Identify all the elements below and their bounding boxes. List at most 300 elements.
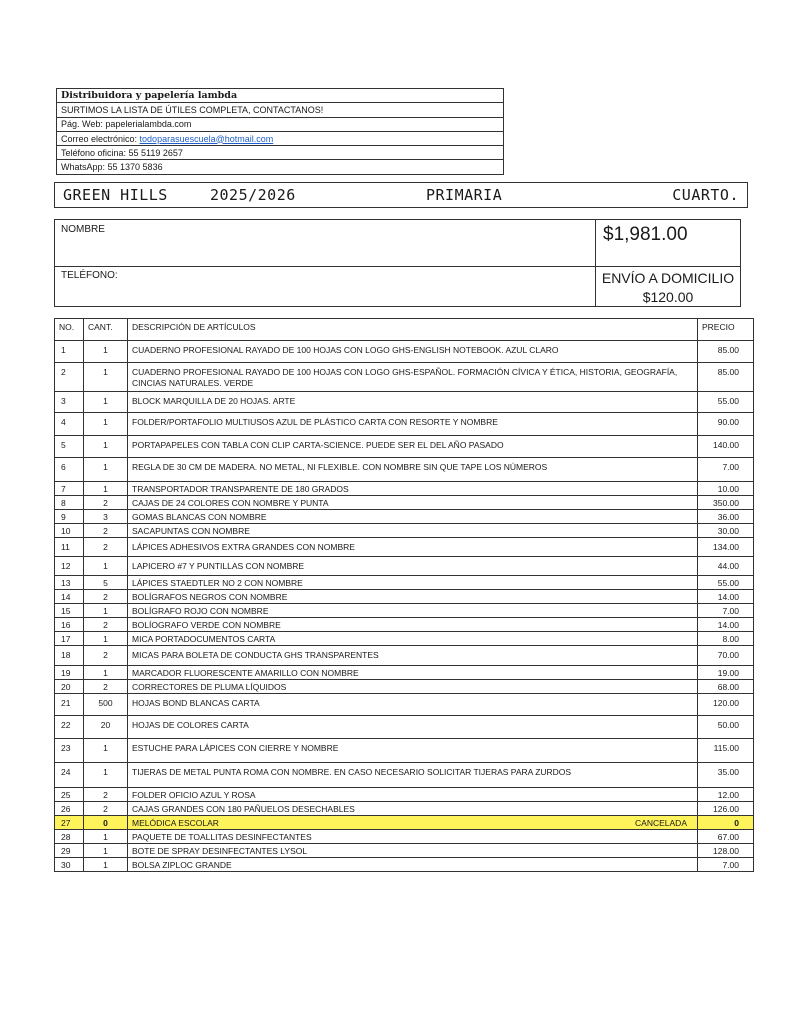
row-quantity-cell: [84, 436, 128, 458]
row-quantity-cell: [84, 576, 128, 590]
row-quantity: 3: [103, 512, 108, 522]
school-name: GREEN HILLS: [63, 186, 168, 204]
row-number: 21: [61, 698, 71, 708]
row-description: MELÓDICA ESCOLAR: [132, 818, 219, 828]
table-row: [55, 458, 754, 482]
row-quantity-cell: [84, 524, 128, 538]
row-quantity: 1: [103, 743, 108, 753]
row-number: 2: [61, 367, 66, 377]
row-description-cell: [128, 666, 698, 680]
row-price: 7.00: [722, 860, 739, 870]
row-price-cell: [698, 858, 754, 872]
row-description-cell: [128, 802, 698, 816]
row-quantity: 2: [103, 804, 108, 814]
row-description: CUADERNO PROFESIONAL RAYADO DE 100 HOJAS CON LOGO GHS-ENGLISH NOTEBOOK. AZUL CLARO: [132, 345, 559, 355]
row-description: CORRECTORES DE PLUMA LÍQUIDOS: [132, 682, 287, 692]
row-quantity-cell: [84, 604, 128, 618]
row-quantity-cell: [84, 538, 128, 557]
row-number-cell: [55, 830, 84, 844]
row-price-cell: [698, 694, 754, 716]
table-row: [55, 413, 754, 436]
row-number-cell: [55, 788, 84, 802]
row-number: 16: [61, 620, 71, 630]
table-row: [55, 788, 754, 802]
row-price-cell: [698, 816, 754, 830]
row-quantity-cell: [84, 816, 128, 830]
row-description: LÁPICES STAEDTLER NO 2 CON NOMBRE: [132, 578, 303, 588]
row-quantity: 1: [103, 832, 108, 842]
row-number: 23: [61, 743, 71, 753]
row-number: 20: [61, 682, 71, 692]
row-number-cell: [55, 510, 84, 524]
row-quantity: 20: [100, 720, 111, 730]
row-price: 8.00: [722, 634, 739, 644]
row-price-cell: [698, 716, 754, 739]
row-price: 44.00: [717, 561, 739, 571]
table-row: [55, 680, 754, 694]
row-price-cell: [698, 763, 754, 788]
table-row: [55, 666, 754, 680]
row-description-cell: [128, 557, 698, 576]
row-number: 7: [61, 484, 66, 494]
company-phone: Teléfono oficina: 55 5119 2657: [57, 146, 504, 160]
table-row: [55, 341, 754, 363]
row-number-cell: [55, 802, 84, 816]
header-cant: CANT.: [84, 319, 128, 341]
row-number-cell: [55, 844, 84, 858]
row-description-cell: [128, 413, 698, 436]
row-price: 67.00: [717, 832, 739, 842]
row-description-cell: [128, 482, 698, 496]
row-description: BOTE DE SPRAY DESINFECTANTES LYSOL: [132, 846, 308, 856]
row-description: HOJAS DE COLORES CARTA: [132, 720, 249, 730]
row-number-cell: [55, 716, 84, 739]
row-price-cell: [698, 680, 754, 694]
row-quantity-cell: [84, 844, 128, 858]
row-number: 10: [61, 526, 71, 536]
row-price: 19.00: [717, 668, 739, 678]
row-quantity: 2: [103, 650, 108, 660]
row-number: 25: [61, 790, 71, 800]
row-description-cell: [128, 716, 698, 739]
table-row: [55, 510, 754, 524]
row-number-cell: [55, 538, 84, 557]
row-description-cell: [128, 496, 698, 510]
table-row: [55, 482, 754, 496]
row-number-cell: [55, 413, 84, 436]
phone-label: TELÉFONO:: [61, 270, 118, 281]
row-description: LAPICERO #7 Y PUNTILLAS CON NOMBRE: [132, 561, 305, 571]
row-description: BOLÍGRAFOS NEGROS CON NOMBRE: [132, 592, 288, 602]
table-body: [55, 341, 754, 872]
divider: [595, 266, 741, 267]
table-row: [55, 590, 754, 604]
row-quantity-cell: [84, 788, 128, 802]
row-quantity-cell: [84, 392, 128, 413]
row-price: 12.00: [717, 790, 739, 800]
table-header: [55, 319, 754, 341]
header-description: DESCRIPCIÓN DE ARTÍCULOS: [128, 319, 698, 341]
school-grade: CUARTO.: [672, 186, 739, 204]
row-quantity: 1: [103, 462, 108, 472]
row-price: 140.00: [713, 440, 739, 450]
company-web: Pág. Web: papelerialambda.com: [57, 117, 504, 131]
row-description: TRANSPORTADOR TRANSPARENTE DE 180 GRADOS: [132, 484, 349, 494]
row-description: CAJAS DE 24 COLORES CON NOMBRE Y PUNTA: [132, 498, 329, 508]
row-quantity: 1: [103, 606, 108, 616]
row-number: 22: [61, 720, 71, 730]
row-number-cell: [55, 646, 84, 666]
row-price: 350.00: [713, 498, 739, 508]
school-banner: [54, 182, 748, 208]
row-description: SACAPUNTAS CON NOMBRE: [132, 526, 250, 536]
row-quantity: 1: [103, 860, 108, 870]
row-price: 70.00: [717, 650, 739, 660]
row-number: 19: [61, 668, 71, 678]
row-quantity: 2: [103, 682, 108, 692]
row-number-cell: [55, 632, 84, 646]
row-number: 30: [61, 860, 71, 870]
header-price: PRECIO: [698, 319, 754, 341]
row-description-cell: [128, 538, 698, 557]
row-quantity: 1: [103, 417, 108, 427]
row-number-cell: [55, 680, 84, 694]
row-quantity: 2: [103, 620, 108, 630]
row-quantity-cell: [84, 739, 128, 763]
divider: [55, 266, 595, 267]
row-quantity: 1: [103, 367, 108, 377]
row-quantity: 2: [103, 592, 108, 602]
row-number: 15: [61, 606, 71, 616]
row-price-cell: [698, 482, 754, 496]
row-quantity: 2: [103, 498, 108, 508]
row-description: MARCADOR FLUORESCENTE AMARILLO CON NOMBRE: [132, 668, 359, 678]
row-description: BOLÍGRAFO ROJO CON NOMBRE: [132, 606, 269, 616]
row-description-cell: [128, 844, 698, 858]
row-description-cell: [128, 680, 698, 694]
header-no: NO.: [55, 319, 84, 341]
row-price-cell: [698, 436, 754, 458]
row-quantity: 2: [103, 790, 108, 800]
shipping-cost: $120.00: [642, 289, 694, 305]
row-description-cell: [128, 694, 698, 716]
row-price-cell: [698, 524, 754, 538]
shipping-label: ENVÍO A DOMICILIO: [601, 270, 735, 286]
row-quantity-cell: [84, 510, 128, 524]
row-number: 3: [61, 396, 66, 406]
row-number-cell: [55, 392, 84, 413]
row-quantity-cell: [84, 802, 128, 816]
row-price: 68.00: [717, 682, 739, 692]
row-number-cell: [55, 524, 84, 538]
row-quantity-cell: [84, 413, 128, 436]
row-quantity-cell: [84, 694, 128, 716]
table-row: [55, 716, 754, 739]
row-number-cell: [55, 496, 84, 510]
row-number: 9: [61, 512, 66, 522]
row-description: TIJERAS DE METAL PUNTA ROMA CON NOMBRE. EN CASO NECESARIO SOLICITAR TIJERAS PARA ZURDOS: [132, 767, 572, 777]
row-quantity-cell: [84, 590, 128, 604]
row-price-cell: [698, 632, 754, 646]
row-price-cell: [698, 538, 754, 557]
row-description-cell: [128, 576, 698, 590]
row-quantity-cell: [84, 341, 128, 363]
row-quantity-cell: [84, 763, 128, 788]
row-price: 120.00: [713, 698, 739, 708]
row-number-cell: [55, 363, 84, 392]
row-number-cell: [55, 341, 84, 363]
row-number-cell: [55, 458, 84, 482]
row-description: MICA PORTADOCUMENTOS CARTA: [132, 634, 276, 644]
row-quantity-cell: [84, 482, 128, 496]
table-row: [55, 830, 754, 844]
row-description-cell: [128, 618, 698, 632]
table-row: [55, 763, 754, 788]
row-quantity-cell: [84, 458, 128, 482]
row-quantity-cell: [84, 632, 128, 646]
row-quantity-cell: [84, 716, 128, 739]
row-description: GOMAS BLANCAS CON NOMBRE: [132, 512, 267, 522]
row-number-cell: [55, 763, 84, 788]
row-description: FOLDER OFICIO AZUL Y ROSA: [132, 790, 256, 800]
row-number: 17: [61, 634, 71, 644]
row-price: 0: [734, 818, 739, 828]
row-quantity: 1: [103, 345, 108, 355]
row-description-cell: [128, 646, 698, 666]
row-description: PAQUETE DE TOALLITAS DESINFECTANTES: [132, 832, 312, 842]
row-quantity-cell: [84, 618, 128, 632]
row-number: 5: [61, 440, 66, 450]
row-price: 36.00: [717, 512, 739, 522]
company-name: Distribuidora y papelería lambda: [57, 89, 504, 103]
customer-form: [54, 219, 741, 307]
row-number: 29: [61, 846, 71, 856]
row-price: 35.00: [717, 767, 739, 777]
row-description: ESTUCHE PARA LÁPICES CON CIERRE Y NOMBRE: [132, 743, 339, 753]
row-description: CUADERNO PROFESIONAL RAYADO DE 100 HOJAS CON LOGO GHS-ESPAÑOL. FORMACIÓN CÍVICA Y ÉTICA, HISTORIA, GEOGRAFÍA, CINCIAS NATURALES. VERDE: [132, 367, 678, 388]
row-quantity: 1: [103, 846, 108, 856]
row-price-cell: [698, 576, 754, 590]
school-level: PRIMARIA: [426, 186, 503, 204]
row-number-cell: [55, 816, 84, 830]
row-price-cell: [698, 646, 754, 666]
row-quantity: 1: [103, 767, 108, 777]
row-quantity: 2: [103, 526, 108, 536]
row-description-cell: [128, 763, 698, 788]
row-description-cell: [128, 392, 698, 413]
row-number-cell: [55, 482, 84, 496]
row-description: CAJAS GRANDES CON 180 PAÑUELOS DESECHABLES: [132, 804, 355, 814]
row-price-cell: [698, 341, 754, 363]
row-number-cell: [55, 858, 84, 872]
row-quantity: 0: [103, 818, 108, 828]
table-row: [55, 802, 754, 816]
company-whatsapp: WhatsApp: 55 1370 5836: [57, 160, 504, 174]
row-price-cell: [698, 618, 754, 632]
row-number: 27: [61, 818, 71, 828]
row-price: 115.00: [713, 743, 739, 753]
table-row: [55, 576, 754, 590]
row-description-cell: [128, 341, 698, 363]
company-tagline: SURTIMOS LA LISTA DE ÚTILES COMPLETA, CONTACTANOS!: [57, 103, 504, 117]
table-row: [55, 392, 754, 413]
email-link[interactable]: todoparasuescuela@hotmail.com: [139, 133, 274, 144]
row-price-cell: [698, 844, 754, 858]
total-price: $1,981.00: [603, 224, 688, 245]
row-price-cell: [698, 802, 754, 816]
school-year: 2025/2026: [210, 186, 296, 204]
table-row: [55, 538, 754, 557]
row-number-cell: [55, 739, 84, 763]
row-price: 14.00: [717, 620, 739, 630]
row-quantity-cell: [84, 680, 128, 694]
table-row: [55, 694, 754, 716]
row-description: REGLA DE 30 CM DE MADERA. NO METAL, NI FLEXIBLE. CON NOMBRE SIN QUE TAPE LOS NÚMEROS: [132, 462, 548, 472]
row-price: 14.00: [717, 592, 739, 602]
row-description-cell: [128, 788, 698, 802]
row-number-cell: [55, 590, 84, 604]
company-email-row: [57, 131, 504, 145]
table-row: [55, 816, 754, 830]
row-number: 13: [61, 578, 71, 588]
row-number: 24: [61, 767, 71, 777]
row-price-cell: [698, 666, 754, 680]
row-price: 7.00: [722, 606, 739, 616]
table-row: [55, 632, 754, 646]
row-number-cell: [55, 604, 84, 618]
row-price: 85.00: [717, 345, 739, 355]
row-number: 8: [61, 498, 66, 508]
row-price: 128.00: [713, 846, 739, 856]
row-quantity: 1: [103, 440, 108, 450]
row-number: 26: [61, 804, 71, 814]
table-row: [55, 436, 754, 458]
row-price: 90.00: [717, 417, 739, 427]
row-number: 6: [61, 462, 66, 472]
row-description-cell: [128, 510, 698, 524]
row-price-cell: [698, 510, 754, 524]
row-description-cell: [128, 590, 698, 604]
row-description: FOLDER/PORTAFOLIO MULTIUSOS AZUL DE PLÁSTICO CARTA CON RESORTE Y NOMBRE: [132, 417, 498, 427]
row-quantity-cell: [84, 858, 128, 872]
row-quantity-cell: [84, 666, 128, 680]
row-description-cell: [128, 739, 698, 763]
table-row: [55, 739, 754, 763]
row-quantity: 1: [103, 668, 108, 678]
email-label: Correo electrónico:: [61, 133, 140, 144]
row-price: 126.00: [713, 804, 739, 814]
row-description: BLOCK MARQUILLA DE 20 HOJAS. ARTE: [132, 396, 296, 406]
row-description-cell: [128, 830, 698, 844]
row-price-cell: [698, 363, 754, 392]
row-number: 11: [61, 542, 70, 552]
row-number: 12: [61, 561, 71, 571]
row-price-cell: [698, 788, 754, 802]
row-price-cell: [698, 590, 754, 604]
row-price: 55.00: [717, 396, 739, 406]
row-price-cell: [698, 496, 754, 510]
row-number-cell: [55, 694, 84, 716]
row-price: 85.00: [717, 367, 739, 377]
row-number-cell: [55, 618, 84, 632]
row-quantity-cell: [84, 830, 128, 844]
row-description: HOJAS BOND BLANCAS CARTA: [132, 698, 260, 708]
row-price: 55.00: [717, 578, 739, 588]
items-table: [54, 318, 754, 872]
row-description-cell: [128, 363, 698, 392]
row-description-cell: [128, 632, 698, 646]
row-price: 10.00: [717, 484, 739, 494]
row-quantity: 1: [103, 396, 108, 406]
table-row: [55, 363, 754, 392]
row-number-cell: [55, 557, 84, 576]
name-label: NOMBRE: [61, 224, 105, 235]
table-row: [55, 646, 754, 666]
row-price-cell: [698, 392, 754, 413]
table-row: [55, 557, 754, 576]
row-number: 1: [61, 345, 66, 355]
row-description-cell: [128, 458, 698, 482]
row-number-cell: [55, 666, 84, 680]
row-price: 30.00: [717, 526, 739, 536]
row-price-cell: [698, 604, 754, 618]
row-description: LÁPICES ADHESIVOS EXTRA GRANDES CON NOMBRE: [132, 542, 355, 552]
row-description: BOLÍOGRAFO VERDE CON NOMBRE: [132, 620, 281, 630]
company-info-box: [56, 88, 504, 175]
row-quantity-cell: [84, 363, 128, 392]
row-price-cell: [698, 830, 754, 844]
row-description-cell: [128, 858, 698, 872]
row-price-cell: [698, 739, 754, 763]
row-price-cell: [698, 458, 754, 482]
row-quantity: 1: [103, 634, 108, 644]
table-row: [55, 618, 754, 632]
row-quantity-cell: [84, 646, 128, 666]
row-price-cell: [698, 413, 754, 436]
row-number: 14: [61, 592, 71, 602]
row-quantity-cell: [84, 496, 128, 510]
table-row: [55, 858, 754, 872]
row-price: 7.00: [722, 462, 739, 472]
row-quantity: 500: [98, 698, 113, 708]
row-number: 18: [61, 650, 71, 660]
table-row: [55, 524, 754, 538]
row-number-cell: [55, 576, 84, 590]
table-row: [55, 604, 754, 618]
row-price-cell: [698, 557, 754, 576]
row-quantity: 1: [103, 484, 108, 494]
row-price: 134.00: [713, 542, 739, 552]
table-row: [55, 844, 754, 858]
row-description: PORTAPAPELES CON TABLA CON CLIP CARTA-SCIENCE. PUEDE SER EL DEL AÑO PASADO: [132, 440, 504, 450]
table-row: [55, 496, 754, 510]
row-number-cell: [55, 436, 84, 458]
row-number: 28: [61, 832, 71, 842]
row-description-cell: [128, 604, 698, 618]
row-number: 4: [61, 417, 66, 427]
row-quantity: 5: [103, 578, 108, 588]
row-description-cell: [128, 816, 698, 830]
row-quantity-cell: [84, 557, 128, 576]
row-price: 50.00: [717, 720, 739, 730]
row-quantity: 2: [103, 542, 108, 552]
row-description: BOLSA ZIPLOC GRANDE: [132, 860, 232, 870]
row-description-cell: [128, 524, 698, 538]
status-badge: CANCELADA: [635, 818, 687, 828]
row-description-cell: [128, 436, 698, 458]
row-description: MICAS PARA BOLETA DE CONDUCTA GHS TRANSPARENTES: [132, 650, 379, 660]
row-quantity: 1: [103, 561, 108, 571]
